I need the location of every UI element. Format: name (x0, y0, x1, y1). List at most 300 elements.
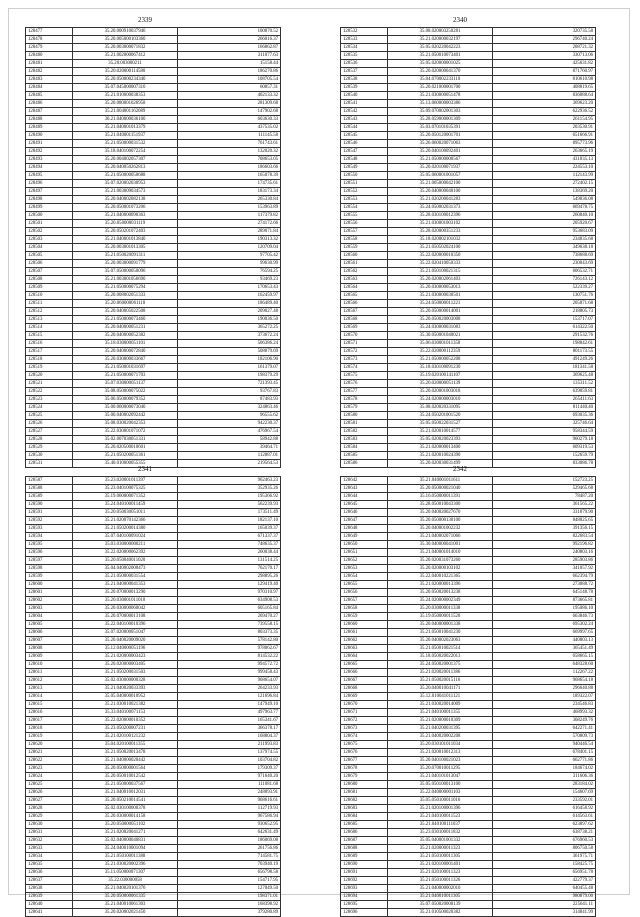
cell-code: 35.28.020000351233 (388, 228, 493, 236)
cell-code: 35.21.020000032197 (388, 36, 493, 44)
cell-code: 35.24.050020001375 (388, 661, 493, 669)
cell-value: 999458.43 (178, 669, 281, 677)
block-title: 2341 (138, 465, 152, 473)
cell-id: 128556 (341, 220, 388, 228)
cell-id: 128547 (341, 148, 388, 156)
cell-value: 165341.67 (178, 717, 281, 725)
cell-value: 186069.08 (178, 837, 281, 845)
cell-value: 605165.84 (178, 605, 281, 613)
cell-value: 663846.73 (493, 613, 596, 621)
cell-code: 35.19.020100141107 (388, 372, 493, 380)
table-row (26, 525, 281, 533)
cell-id: 128648 (341, 525, 388, 533)
cell-id: 128583 (341, 436, 388, 444)
table-row (341, 436, 596, 444)
table-row (26, 300, 281, 308)
cell-value: 968654.07 (178, 677, 281, 685)
table-row (341, 284, 596, 292)
cell-code: 35.20.050210014541 (73, 797, 178, 805)
cell-code: 35.20.040000040100 (388, 188, 493, 196)
table-row (26, 428, 281, 436)
table-row (341, 252, 596, 260)
cell-value: 263665.19 (493, 148, 596, 156)
cell-code: 35.12.040000051196 (73, 645, 178, 653)
cell-code: 35.20.020000041370 (388, 68, 493, 76)
cell-value: 940446.54 (493, 741, 596, 749)
cell-id: 128537 (341, 68, 388, 76)
cell-code: 35.30.040000041001 (388, 541, 493, 549)
cell-value: 311077.63 (178, 52, 281, 60)
cell-value: 468993.32 (493, 709, 596, 717)
cell-value: 836888.64 (493, 92, 596, 100)
table-row (341, 60, 596, 68)
cell-value: 198379.29 (178, 372, 281, 380)
table-row (341, 76, 596, 84)
cell-value: 314841.99 (493, 909, 596, 917)
cell-value: 165078.39 (178, 172, 281, 180)
cell-code: 35.20.005000103360 (73, 36, 178, 44)
cell-value: 848825.65 (493, 517, 596, 525)
cell-id: 128614 (26, 693, 73, 701)
table-row (26, 260, 281, 268)
table-row (26, 172, 281, 180)
table-row (26, 84, 281, 92)
cell-id: 128576 (341, 380, 388, 388)
cell-code: 35.24.040010001094 (73, 845, 178, 853)
cell-value: 614322.50 (493, 324, 596, 332)
cell-code: 35.20.020500010601 (73, 444, 178, 452)
cell-id: 128662 (341, 637, 388, 645)
cell-id: 128586 (341, 460, 388, 468)
cell-id: 128512 (26, 308, 73, 316)
cell-value: 112887.01 (178, 452, 281, 460)
table-row (26, 68, 281, 76)
cell-id: 128577 (341, 388, 388, 396)
table-row (26, 140, 281, 148)
cell-code: 35.21.020100121232 (73, 733, 178, 741)
table-row (26, 589, 281, 597)
table-row (341, 709, 596, 717)
cell-code: 35.21.050010021514 (388, 645, 493, 653)
cell-code: 35.20.040020027670 (388, 509, 493, 517)
cell-code: 35.21.040002071066 (388, 533, 493, 541)
cell-id: 128541 (341, 100, 388, 108)
cell-value: 183173.34 (178, 188, 281, 196)
cell-id: 128652 (341, 557, 388, 565)
table-row (26, 28, 281, 36)
cell-value: 112719.93 (178, 805, 281, 813)
table-row (26, 749, 281, 757)
cell-code: 35.28.050010043300 (388, 501, 493, 509)
cell-id: 128696 (341, 909, 388, 917)
cell-value: 152723.25 (493, 477, 596, 485)
cell-value: 203530.91 (493, 124, 596, 132)
cell-code: 35.21.040020033393 (73, 685, 178, 693)
cell-id: 128624 (26, 773, 73, 781)
table-row (26, 36, 281, 44)
cell-value: 261756.86 (178, 845, 281, 853)
cell-id: 128621 (26, 749, 73, 757)
table-row (341, 244, 596, 252)
table-row (26, 124, 281, 132)
table-row (26, 332, 281, 340)
cell-code: 35.20.021000001700 (388, 84, 493, 92)
cell-id: 128575 (341, 372, 388, 380)
cell-value: 871760.97 (493, 68, 596, 76)
table-row (341, 228, 596, 236)
cell-id: 128542 (341, 108, 388, 116)
cell-id: 128510 (26, 292, 73, 300)
cell-code: 35.20.050030051011 (73, 509, 178, 517)
cell-code: 35.20.020031073260 (388, 557, 493, 565)
cell-code: 35.20.020100071937 (388, 164, 493, 172)
cell-code: 35.21.040020101376 (73, 885, 178, 893)
cell-code: 35.20.050000130100 (388, 517, 493, 525)
cell-value: 642631.49 (178, 829, 281, 837)
table-row (26, 885, 281, 893)
cell-code: 35.07.020000051047 (73, 629, 178, 637)
cell-value: 676960.53 (493, 837, 596, 845)
cell-code: 35.21.050000031532 (73, 140, 178, 148)
cell-value: 96555.62 (178, 412, 281, 420)
cell-id: 128567 (341, 308, 388, 316)
cell-code: 35.08.050000075022 (73, 388, 178, 396)
cell-code: 35.21.040000090363 (73, 212, 178, 220)
cell-code: 35.20.003000211 (73, 60, 178, 68)
cell-id: 128680 (341, 781, 388, 789)
cell-code: 35.20.050010012542 (73, 773, 178, 781)
cell-value: 205871.68 (493, 300, 596, 308)
cell-code: 35.20.040010041171 (388, 685, 493, 693)
table-row (26, 725, 281, 733)
cell-id: 128552 (341, 188, 388, 196)
cell-code: 35.21.050100021315 (388, 268, 493, 276)
cell-id: 128632 (26, 837, 73, 845)
cell-id: 128557 (341, 228, 388, 236)
cell-value: 189322.07 (493, 693, 596, 701)
cell-value: 958344.59 (493, 428, 596, 436)
cell-value: 111145.58 (178, 132, 281, 140)
table-row (341, 725, 596, 733)
table-row (341, 645, 596, 653)
table-row (26, 573, 281, 581)
cell-value: 108705.54 (178, 76, 281, 84)
cell-code: 35.21.040001013379 (73, 124, 178, 132)
cell-value: 341057.92 (493, 565, 596, 573)
cell-id: 128558 (341, 236, 388, 244)
cell-code: 35.23.050200007231 (73, 725, 178, 733)
cell-id: 128671 (341, 709, 388, 717)
cell-id: 128522 (26, 388, 73, 396)
cell-code: 35.05.020020023393 (388, 436, 493, 444)
cell-value: 365272.25 (178, 324, 281, 332)
cell-id: 128639 (26, 893, 73, 901)
table-row (341, 260, 596, 268)
table-row (341, 813, 596, 821)
table-row (26, 308, 281, 316)
cell-value: 761743.61 (178, 140, 281, 148)
table-row (26, 909, 281, 917)
cell-code: 35.22.020410050333 (388, 260, 493, 268)
cell-code: 35.20.020001003018 (388, 388, 493, 396)
table-row (26, 805, 281, 813)
cell-value: 127049.50 (178, 885, 281, 893)
table-row (26, 829, 281, 837)
cell-code: 35.20.070000013108 (73, 613, 178, 621)
cell-id: 128676 (341, 749, 388, 757)
cell-code: 35.23.030100011832 (388, 829, 493, 837)
cell-id: 128587 (26, 477, 73, 485)
cell-code: 35.08.020020331095 (388, 404, 493, 412)
cell-id: 128593 (26, 525, 73, 533)
table-row (26, 645, 281, 653)
cell-code: 35.08.030020042353 (73, 420, 178, 428)
cell-code: 35.21.050502024100 (388, 244, 493, 252)
cell-id: 128480 (26, 52, 73, 60)
cell-value: 978062.67 (178, 645, 281, 653)
cell-value: 154717.95 (178, 877, 281, 885)
table-row (341, 757, 596, 765)
table-row (26, 717, 281, 725)
cell-code: 35.20.050000014001 (388, 308, 493, 316)
cell-id: 128602 (26, 597, 73, 605)
cell-code: 35.21.040001013840 (73, 236, 178, 244)
cell-id: 128564 (341, 284, 388, 292)
cell-value: 942230.37 (178, 420, 281, 428)
cell-value: 714581.75 (178, 853, 281, 861)
cell-code: 35.20.040002023063 (388, 637, 493, 645)
cell-code: 35.20.050120001701 (388, 132, 493, 140)
table-row (341, 164, 596, 172)
cell-code: 35.20.030000033667 (73, 356, 178, 364)
cell-code: 35.20.040000051231 (73, 324, 178, 332)
cell-code: 35.20.040002082138 (73, 196, 178, 204)
cell-code: 35.20.030000060042 (73, 605, 178, 613)
cell-value: 365451.49 (493, 645, 596, 653)
cell-id: 128477 (26, 28, 73, 36)
cell-code: 35.20.020002021450 (73, 909, 178, 917)
cell-value: 147902.68 (178, 108, 281, 116)
cell-id: 128628 (26, 805, 73, 813)
cell-value: 184674.02 (493, 765, 596, 773)
cell-value: 190313.32 (178, 236, 281, 244)
cell-id: 128526 (26, 420, 73, 428)
cell-id: 128613 (26, 685, 73, 693)
cell-value: 99630.99 (178, 260, 281, 268)
cell-value: 603630.33 (178, 116, 281, 124)
cell-id: 128641 (26, 909, 73, 917)
table-row (26, 316, 281, 324)
cell-code: 35.21.050100011388 (73, 853, 178, 861)
cell-code: 35.21.050100011305 (388, 853, 493, 861)
table-row (341, 196, 596, 204)
cell-value: 645148.78 (493, 589, 596, 597)
cell-code: 35.18.040100072254 (73, 148, 178, 156)
cell-id: 128637 (26, 877, 73, 885)
cell-code: 35.21.020010012313 (388, 749, 493, 757)
cell-code: 35.22.040000001103 (388, 789, 493, 797)
table-row (341, 565, 596, 573)
cell-id: 128675 (341, 741, 388, 749)
cell-id: 128492 (26, 148, 73, 156)
cell-id: 128551 (341, 180, 388, 188)
cell-code: 35.07.050020000139 (388, 901, 493, 909)
cell-code: 35.21.030020014009 (388, 701, 493, 709)
cell-value: 379280.89 (178, 909, 281, 917)
table-row (26, 861, 281, 869)
cell-value: 811440.40 (493, 404, 596, 412)
cell-id: 128665 (341, 661, 388, 669)
cell-code: 35.26.060020071063 (388, 140, 493, 148)
cell-code: 35.21.050001031697 (73, 364, 178, 372)
cell-id: 128578 (341, 396, 388, 404)
cell-id: 128683 (341, 805, 388, 813)
cell-code: 35.02.007030051331 (73, 436, 178, 444)
cell-value: 529465.68 (493, 485, 596, 493)
table-row (341, 364, 596, 372)
cell-code: 35.02.030100000378 (73, 805, 178, 813)
cell-id: 128596 (26, 549, 73, 557)
cell-code: 35.20.050000031119 (73, 220, 178, 228)
cell-id: 128482 (26, 68, 73, 76)
cell-code: 35.20.050000051102 (73, 821, 178, 829)
table-row (26, 244, 281, 252)
table-row (341, 781, 596, 789)
table-row (341, 92, 596, 100)
cell-id: 128589 (26, 493, 73, 501)
cell-code: 35.05.060001001057 (388, 172, 493, 180)
cell-value: 762170.17 (178, 565, 281, 573)
cell-id: 128656 (341, 589, 388, 597)
cell-id: 128507 (26, 268, 73, 276)
cell-code: 35.24.020000003010 (388, 396, 493, 404)
cell-id: 128608 (26, 645, 73, 653)
cell-value: 623897.62 (493, 821, 596, 829)
table-row (341, 877, 596, 885)
cell-code: 35.24.020000002349 (388, 597, 493, 605)
cell-code: 35.21.010000038353 (73, 92, 178, 100)
table-row (26, 164, 281, 172)
cell-id: 128525 (26, 412, 73, 420)
cell-code: 35.21.050000073460 (73, 316, 178, 324)
table-row (341, 557, 596, 565)
cell-code: 35.07.030000051137 (73, 380, 178, 388)
cell-code: 35.21.003001056690 (73, 276, 178, 284)
cell-value: 158425.75 (493, 861, 596, 869)
cell-id: 128509 (26, 284, 73, 292)
cell-value: 218805.73 (493, 308, 596, 316)
cell-value: 162459.97 (178, 292, 281, 300)
table-row (26, 733, 281, 741)
table-row (341, 861, 596, 869)
cell-id: 128668 (341, 685, 388, 693)
cell-code: 35.21.020000010309 (388, 717, 493, 725)
cell-value: 970310.97 (178, 589, 281, 597)
cell-code: 35.21.020100001401 (388, 861, 493, 869)
cell-value: 135311.52 (493, 380, 596, 388)
cell-code: 35.22.040010221365 (388, 573, 493, 581)
cell-id: 128504 (26, 244, 73, 252)
cell-id: 128503 (26, 236, 73, 244)
cell-value: 616458.92 (493, 805, 596, 813)
table-row (341, 733, 596, 741)
cell-code: 35.24.050000011221 (388, 300, 493, 308)
cell-id: 128569 (341, 324, 388, 332)
table-row (341, 669, 596, 677)
cell-id: 128486 (26, 100, 73, 108)
cell-id: 128610 (26, 661, 73, 669)
cell-code: 35.22.040100010396 (73, 621, 178, 629)
cell-id: 128566 (341, 300, 388, 308)
cell-value: 93469.23 (178, 276, 281, 284)
cell-id: 128633 (26, 845, 73, 853)
cell-id: 128568 (341, 316, 388, 324)
cell-value: 971640.20 (178, 773, 281, 781)
cell-code: 35.07.040100091024 (73, 533, 178, 541)
table-row (26, 388, 281, 396)
cell-code: 35.21.040001011611 (388, 477, 493, 485)
cell-id: 128582 (341, 428, 388, 436)
table-row (341, 493, 596, 501)
cell-value: 320735.58 (493, 28, 596, 36)
table-row (26, 444, 281, 452)
cell-code: 35.12.010041011121 (388, 693, 493, 701)
cell-value: 117379.82 (178, 212, 281, 220)
table-row (26, 837, 281, 845)
table-row (341, 412, 596, 420)
cell-code: 35.20.040005022508 (73, 308, 178, 316)
cell-value: 721393.45 (178, 380, 281, 388)
cell-id: 128516 (26, 340, 73, 348)
cell-value: 491249.26 (493, 356, 596, 364)
cell-code: 35.00.060000073040 (73, 404, 178, 412)
table-row (26, 669, 281, 677)
cell-code: 35.20.050000061335 (73, 893, 178, 901)
cell-value: 165039.37 (178, 525, 281, 533)
cell-code: 35.20.020002061403 (388, 276, 493, 284)
cell-id: 128555 (341, 212, 388, 220)
cell-code: 35.20.020000114580 (73, 68, 178, 76)
cell-value: 726143.12 (493, 276, 596, 284)
cell-id: 128520 (26, 372, 73, 380)
table-row (341, 68, 596, 76)
table-row (341, 404, 596, 412)
table-row (341, 909, 596, 917)
cell-id: 128594 (26, 533, 73, 541)
cell-value: 578142.80 (178, 637, 281, 645)
cell-id: 128493 (26, 156, 73, 164)
table-row (26, 661, 281, 669)
cell-id: 128479 (26, 44, 73, 52)
cell-code: 35.05.020220042223 (388, 44, 493, 52)
cell-code: 35.21.040101013047 (388, 773, 493, 781)
cell-id: 128531 (26, 460, 73, 468)
cell-code: 35.05.050022031527 (388, 420, 493, 428)
cell-id: 128661 (341, 629, 388, 637)
cell-code: 35.20.030101011034 (388, 741, 493, 749)
table-row (341, 637, 596, 645)
cell-value: 147949.10 (178, 701, 281, 709)
cell-id: 128581 (341, 420, 388, 428)
cell-value: 656951.78 (493, 869, 596, 877)
cell-id: 128657 (341, 597, 388, 605)
cell-code: 35.21.010500020382 (388, 909, 493, 917)
cell-id: 128536 (341, 60, 388, 68)
cell-value: 662771.86 (493, 757, 596, 765)
data-table (340, 476, 596, 917)
cell-code: 35.21.050100011326 (388, 877, 493, 885)
cell-value: 953683.09 (493, 228, 596, 236)
